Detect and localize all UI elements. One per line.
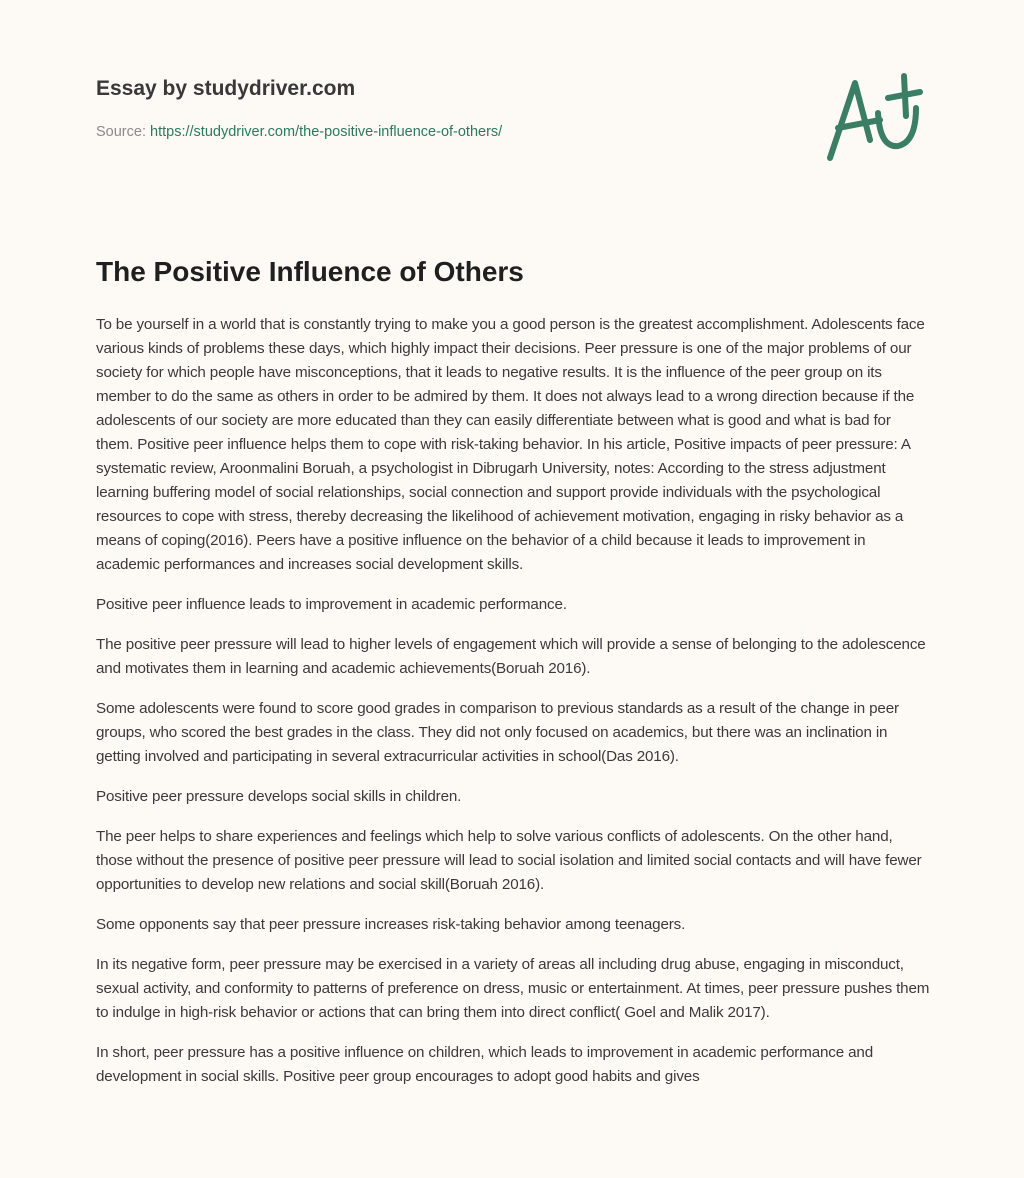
a-plus-logo-icon [820, 68, 930, 168]
page-title: The Positive Influence of Others [96, 256, 524, 287]
essay-body [96, 313, 932, 1105]
source-link[interactable]: https://studydriver.com/the-positive-influence-of-others/ [150, 124, 503, 140]
paragraph: In short, peer pressure has a positive influence on children, which leads to improvement in academic performance and development in social skills. Positive peer group encourages to adopt good habits and gives [96, 1044, 873, 1085]
source-line [96, 124, 502, 140]
site-brand: Essay by studydriver.com [96, 77, 356, 100]
paragraph: Positive peer pressure develops social skills in children. [96, 788, 462, 805]
paragraph: The positive peer pressure will lead to higher levels of engagement which will provide a sense of belonging to the adolescence and motivates them in learning and academic achievements(Boruah 2016). [96, 636, 926, 677]
paragraph: Some adolescents were found to score good grades in comparison to previous standards as a result of the change in peer groups, who scored the best grades in the class. They did not only focused on academics, but there was an inclination in getting involved and participating in several extracurricular activities in school(Das 2016). [96, 700, 899, 765]
paragraph: Positive peer influence leads to improvement in academic performance. [96, 596, 567, 613]
paragraph: To be yourself in a world that is constantly trying to make you a good person is the greatest accomplishment. Adolescents face various kinds of problems these days, which highly impact their decisions. Peer pressure is one of the major problems of our society for which people have misconceptions, that it leads to negative results. It is the influence of the peer group on its member to do the same as others in order to be admired by them. It does not always lead to a wrong direction because if the adolescents of our society are more educated than they can easily differentiate between what is good and what is bad for them. Positive peer influence helps them to cope with risk-taking behavior. In his article, Positive impacts of peer pressure: A systematic review, Aroonmalini Boruah, a psychologist in Dibrugarh University, notes: According to the stress adjustment learning buffering model of social relationships, social connection and support provide individuals with the psychological resources to cope with stress, thereby decreasing the likelihood of achievement motivation, engaging in risky behavior as a means of coping(2016). Peers have a positive influence on the behavior of a child because it leads to improvement in academic performances and increases social development skills. [96, 316, 925, 573]
paragraph: The peer helps to share experiences and feelings which help to solve various conflicts of adolescents. On the other hand, those without the presence of positive peer pressure will lead to social isolation and limited social contacts and will have fewer opportunities to develop new relations and social skill(Boruah 2016). [96, 828, 922, 893]
paragraph: Some opponents say that peer pressure increases risk-taking behavior among teenagers. [96, 916, 686, 933]
source-label: Source: [96, 124, 146, 140]
paragraph: In its negative form, peer pressure may be exercised in a variety of areas all including drug abuse, engaging in misconduct, sexual activity, and conformity to patterns of preference on dress, music or entertainment. At times, peer pressure pushes them to indulge in high-risk behavior or actions that can bring them into direct conflict( Goel and Malik 2017). [96, 956, 930, 1021]
